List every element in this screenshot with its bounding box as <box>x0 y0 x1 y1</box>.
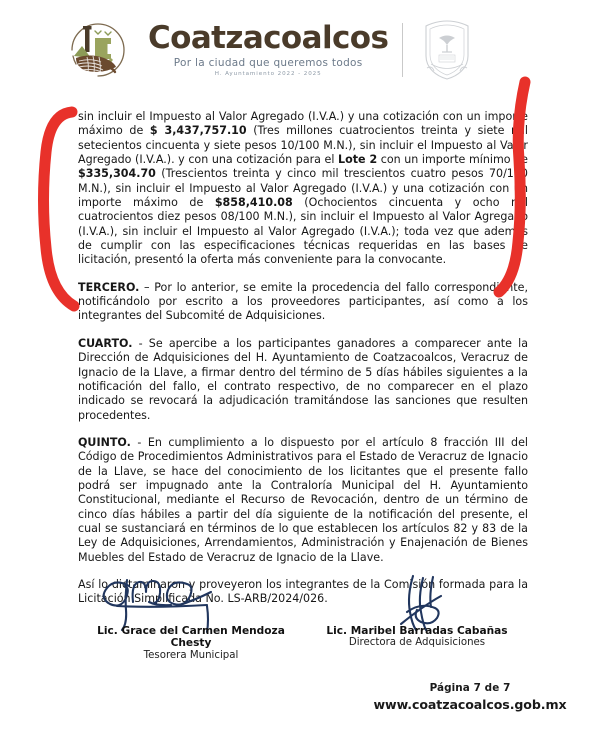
signature-name: Lic. Maribel Barradas Cabañas <box>326 625 508 637</box>
wordmark-title: Coatzacoalcos <box>148 20 389 57</box>
document-footer <box>370 682 570 712</box>
emphasis-run: Lote 2 <box>338 153 378 167</box>
emphasis-run: $858,410.08 <box>214 196 293 210</box>
website-url: www.coatzacoalcos.gob.mx <box>373 697 567 712</box>
text-run: - En cumplimiento a lo dispuesto por el artículo 8 fracción III del Código de Procedimientos Administrativos para el Estado de Veracruz de Ignacio de la Llave, se hace del conocimiento de los licitantes que el presente fallo podrá ser impugnado ante la Contraloría Municipal del H. Ayuntamiento Constitucional, mediante el Recurso de Revocación, dentro de un término de cinco días hábiles a partir del día siguiente de la notificación del presente, el cual se sustanciará en términos de lo que establecen los artículos 82 y 83 de la Ley de Adquisiciones, Arrendamientos, Administración y Enajenación de Bienes Muebles del Estado de Veracruz de Ignacio de la Llave. <box>78 435 528 564</box>
official-government-seal-icon <box>419 18 475 82</box>
document-header <box>0 0 600 100</box>
text-run: - Se apercibe a los participantes ganadores a comparecer ante la Dirección de Adquisiciones del H. Ayuntamiento de Coatzacoalcos, Veracruz de Ignacio de la Llave, a firmar dentro del término de 5 días hábiles siguientes a la notificación del fallo, el contrato respectivo, de no comparecer en el plazo indicado se revocará la adjudicación tramitándose las sanciones que resulten procedentes. <box>78 336 528 422</box>
emphasis-run: QUINTO. <box>78 435 131 449</box>
text-run: (Tres millones cuatrocientos treinta y siete mil setecientos cincuenta y siete pesos 10/100 M.N.), sin incluir el Impuesto al Valor Agregado (I.V.A.). y con una cotización para el <box>78 124 528 167</box>
emphasis-run: $ 3,437,757.10 <box>149 124 247 138</box>
signature-block <box>78 578 530 662</box>
emphasis-run: CUARTO. <box>78 336 133 350</box>
text-run: sin incluir el Impuesto al Valor Agregado (I.V.A.) y una cotización con un importe máximo de <box>78 110 528 138</box>
wordmark-tagline: Por la ciudad que queremos todos <box>173 56 363 69</box>
header-divider <box>402 23 403 77</box>
emphasis-run: TERCERO. <box>78 280 140 294</box>
text-run: Así lo dictaminaron y proveyeron los integrantes de la Comisión formada para la Licitación Simplificada No. LS-ARB/2024/026. <box>78 577 528 606</box>
emphasis-run: $335,304.70 <box>78 167 156 181</box>
page-number: Página 7 de 7 <box>429 682 511 694</box>
signature-role: Directora de Adquisiciones <box>348 637 486 649</box>
paragraph-clause-quinto <box>78 436 528 565</box>
text-run: – Por lo anterior, se emite la procedencia del fallo correspondiente, notificándolo por escrito a los proveedores participantes, así como a los integrantes del Subcomité de Adquisiciones. <box>78 280 528 323</box>
wordmark-administration: H. Ayuntamiento 2022 - 2025 <box>214 70 322 77</box>
signature-tesorera <box>78 578 304 662</box>
paragraph-clause-tercero <box>78 281 528 324</box>
city-wordmark <box>148 20 389 77</box>
coatzacoalcos-municipal-crest-icon <box>62 16 134 84</box>
document-body <box>78 110 528 607</box>
paragraph-clause-cuarto <box>78 337 528 423</box>
text-run: con un importe mínimo de <box>377 153 528 167</box>
signature-directora <box>304 578 530 662</box>
signature-name: Lic. Grace del Carmen Mendoza Chesty <box>97 625 285 650</box>
paragraph-continuation-amounts <box>78 110 528 268</box>
text-run: (Trescientos treinta y cinco mil trescientos cuatro pesos 70/100 M.N.), sin incluir el Impuesto al Valor Agregado (I.V.A.) y una cotización con un importe máximo de <box>78 167 528 210</box>
text-run: (Ochocientos cincuenta y ocho mil cuatrocientos diez pesos 08/100 M.N.), sin incluir el Impuesto al Valor Agregado (I.V.A.), sin incluir el Impuesto al Valor Agregado (I.V.A.); toda vez que además de cumplir con las especificaciones técnicas requeridas en las bases de licitación, presentó la oferta más conveniente para la convocante. <box>78 196 529 267</box>
signature-role: Tesorera Municipal <box>143 649 239 661</box>
